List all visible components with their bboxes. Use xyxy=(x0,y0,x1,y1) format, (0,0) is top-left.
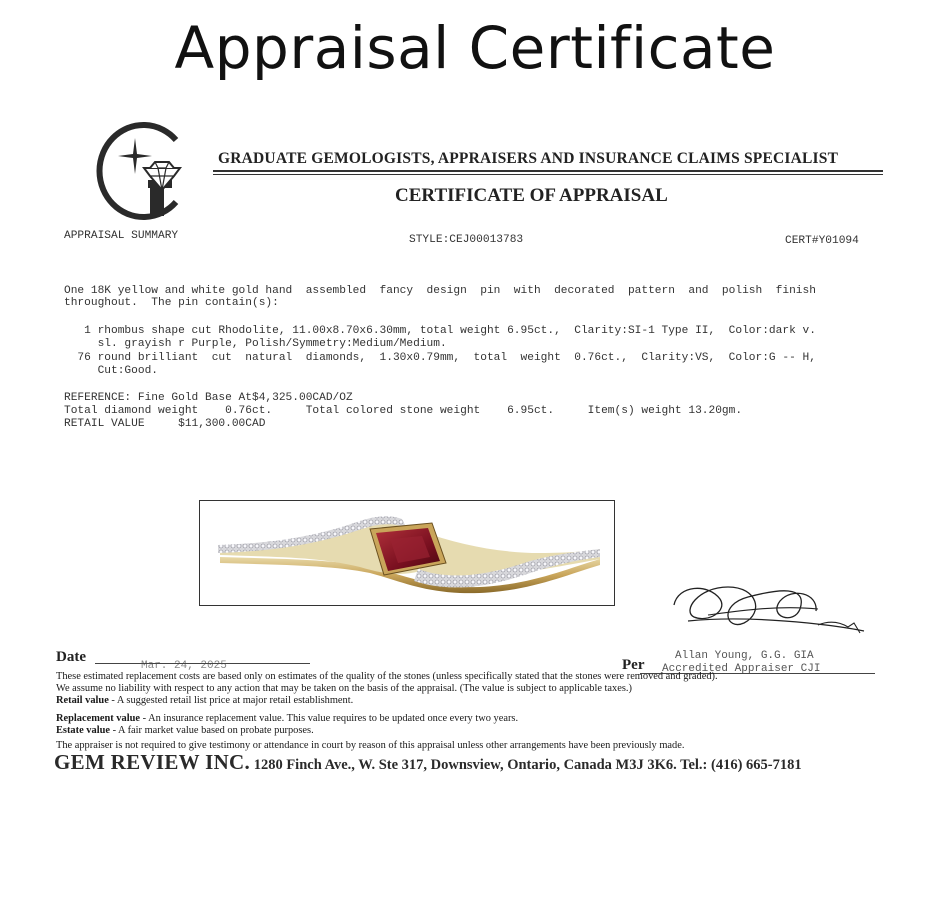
replacement-definition: - An insurance replacement value. This value requires to be updated once every two years. xyxy=(139,713,519,724)
certificate-heading: CERTIFICATE OF APPRAISAL xyxy=(395,185,668,206)
retail-term: Retail value xyxy=(56,695,109,706)
appraiser-signature xyxy=(668,565,868,643)
disclaimer-estimates: These estimated replacement costs are based only on estimates of the quality of the stones (unless specifically stated that the stones were removed and graded). xyxy=(56,671,718,682)
per-label: Per xyxy=(622,657,645,673)
description-line: throughout. The pin contain(s): xyxy=(64,297,279,309)
replacement-term: Replacement value xyxy=(56,713,140,724)
company-footer xyxy=(54,750,802,775)
date-line xyxy=(95,663,310,664)
company-name: GEM REVIEW INC. xyxy=(54,750,251,774)
stone-diamonds: 76 round brilliant cut natural diamonds, 1.30x0.79mm, total weight 0.76ct., Clarity:VS, Color:G -- H, xyxy=(64,352,816,364)
item-photo xyxy=(199,500,615,606)
g-diamond-sparkle-logo-icon xyxy=(88,118,188,222)
letterhead-tagline: GRADUATE GEMOLOGISTS, APPRAISERS AND INSURANCE CLAIMS SPECIALIST xyxy=(218,150,839,167)
date-label: Date xyxy=(56,649,86,665)
disclaimer-court: The appraiser is not required to give testimony or attendance in court by reason of this appraisal unless other arrangements have been previously made. xyxy=(56,740,685,751)
cert-number: CERT#Y01094 xyxy=(785,235,859,247)
stone-diamonds-cont: Cut:Good. xyxy=(64,365,158,377)
stone-rhodolite: 1 rhombus shape cut Rhodolite, 11.00x8.70x6.30mm, total weight 6.95ct., Clarity:SI-1 Type II, Color:dark v. xyxy=(64,325,816,337)
brooch-image xyxy=(200,501,614,605)
header-rule-thin xyxy=(213,174,883,175)
appraiser-name: Allan Young, G.G. GIA xyxy=(675,650,814,662)
estate-term: Estate value xyxy=(56,725,110,736)
company-address: 1280 Finch Ave., W. Ste 317, Downsview, Ontario, Canada M3J 3K6. Tel.: (416) 665-7181 xyxy=(250,757,802,773)
reference-price: REFERENCE: Fine Gold Base At$4,325.00CAD/OZ xyxy=(64,392,353,404)
stone-rhodolite-cont: sl. grayish r Purple, Polish/Symmetry:Medium/Medium. xyxy=(64,338,447,350)
retail-value: RETAIL VALUE $11,300.00CAD xyxy=(64,418,266,430)
retail-definition: - A suggested retail list price at major retail establishment. xyxy=(108,695,354,706)
disclaimer-estate xyxy=(56,725,314,737)
header-rule xyxy=(213,170,883,172)
description-line: One 18K yellow and white gold hand assembled fancy design pin with decorated pattern and polish finish xyxy=(64,285,816,297)
appraisal-summary-label: APPRAISAL SUMMARY xyxy=(64,230,179,242)
disclaimer-retail xyxy=(56,695,353,707)
date-value: Mar. 24, 2025 xyxy=(141,660,227,672)
weights-summary: Total diamond weight 0.76ct. Total colored stone weight 6.95ct. Item(s) weight 13.20gm. xyxy=(64,405,743,417)
disclaimer-replacement xyxy=(56,713,518,725)
style-number: STYLE:CEJ00013783 xyxy=(409,234,524,246)
estate-definition: - A fair market value based on probate purposes. xyxy=(109,725,314,736)
page-title: Appraisal Certificate xyxy=(174,14,776,82)
disclaimer-liability: We assume no liability with respect to any action that may be taken on the basis of the appraisal. (The value is subject to applicable taxes.) xyxy=(56,683,632,694)
appraiser-title: Accredited Appraiser CJI xyxy=(662,663,821,675)
